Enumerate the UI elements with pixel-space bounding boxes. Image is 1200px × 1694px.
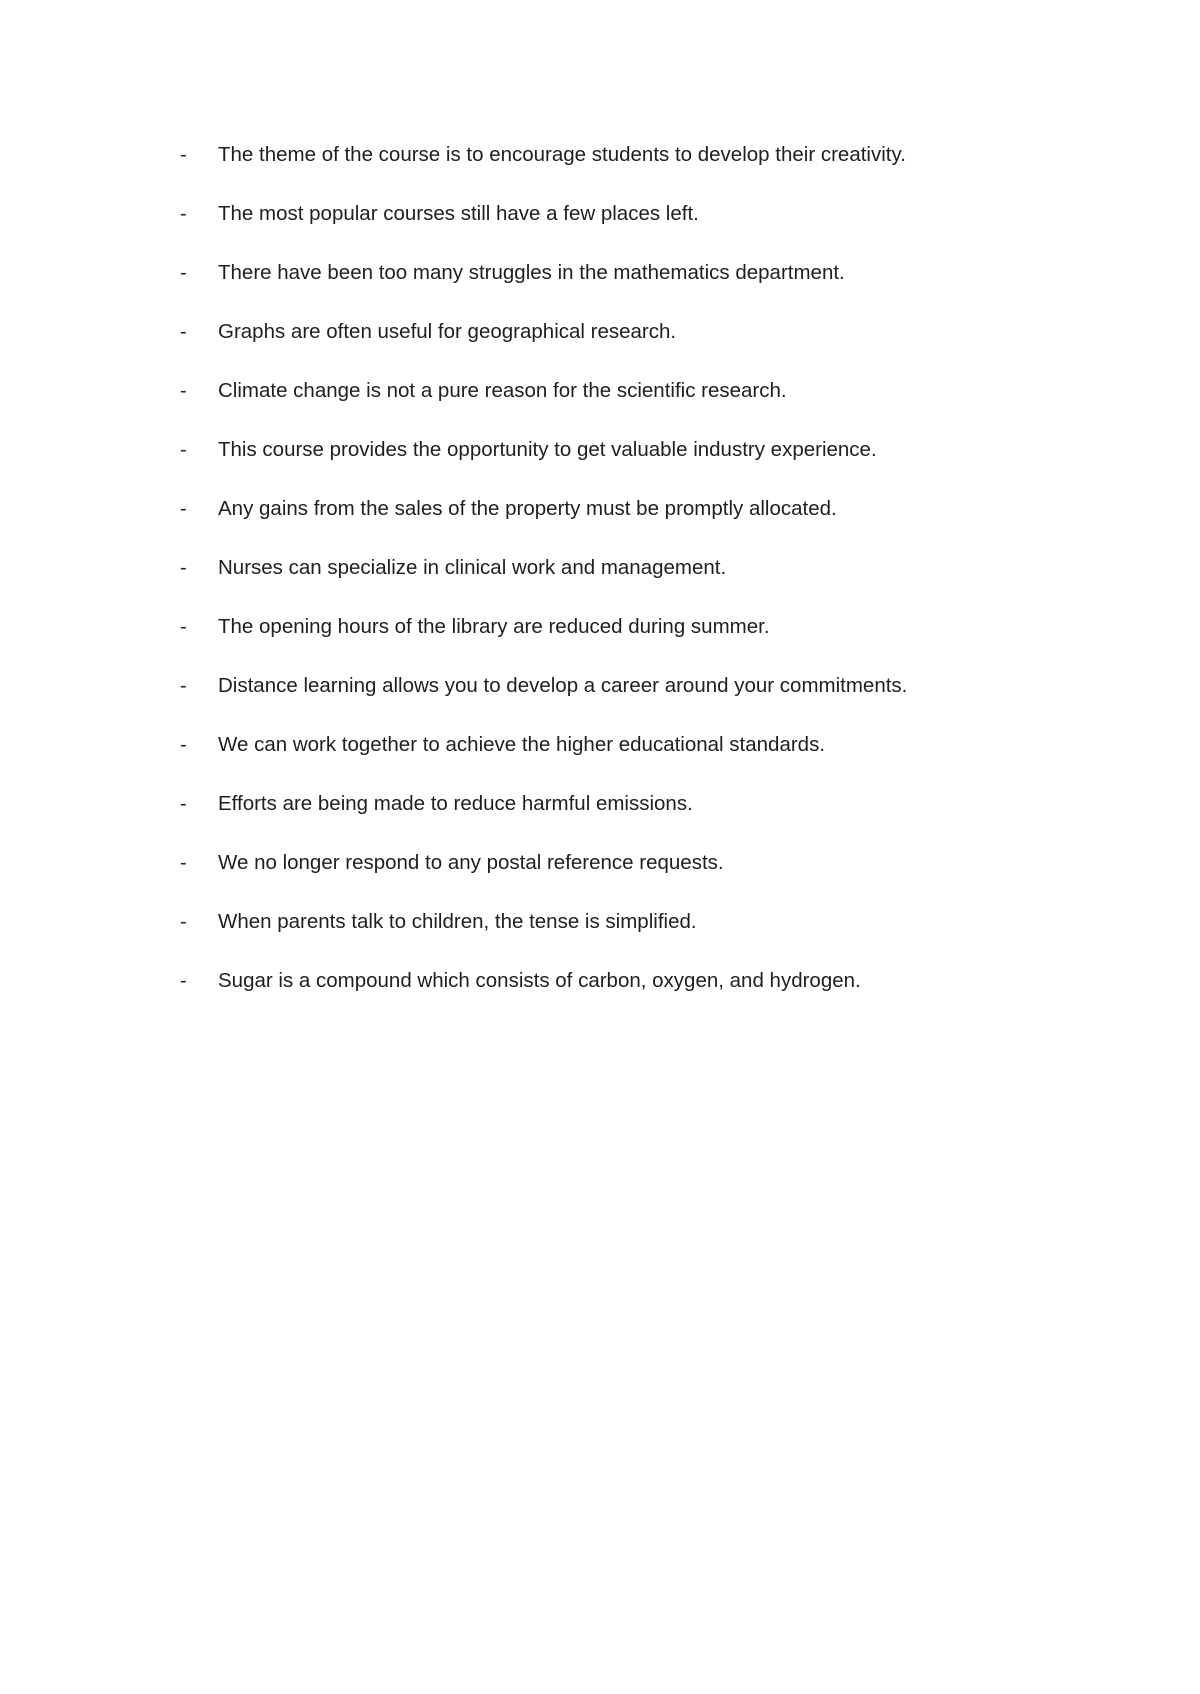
sentence-text: When parents talk to children, the tense is simplified. [218, 910, 697, 933]
sentence-text: There have been too many struggles in the mathematics department. [218, 261, 845, 284]
bullet-dash: - [180, 557, 187, 579]
sentence-text: Graphs are often useful for geographical research. [218, 320, 677, 343]
sentence-text: This course provides the opportunity to get valuable industry experience. [218, 438, 877, 461]
sentence-text: Climate change is not a pure reason for the scientific research. [218, 379, 787, 402]
sentence-text: The most popular courses still have a few places left. [218, 202, 699, 225]
list-item [180, 497, 1080, 556]
sentence-text: Any gains from the sales of the property must be promptly allocated. [218, 497, 837, 520]
sentence-list [180, 143, 1080, 1028]
list-item [180, 202, 1080, 261]
bullet-dash: - [180, 439, 187, 461]
bullet-dash: - [180, 321, 187, 343]
bullet-dash: - [180, 911, 187, 933]
sentence-text: We no longer respond to any postal reference requests. [218, 851, 724, 874]
bullet-dash: - [180, 970, 187, 992]
list-item [180, 674, 1080, 733]
list-item [180, 969, 1080, 1028]
sentence-text: Distance learning allows you to develop a career around your commitments. [218, 674, 908, 697]
list-item [180, 261, 1080, 320]
list-item [180, 615, 1080, 674]
list-item [180, 379, 1080, 438]
list-item [180, 733, 1080, 792]
bullet-dash: - [180, 380, 187, 402]
sentence-text: Sugar is a compound which consists of carbon, oxygen, and hydrogen. [218, 969, 861, 992]
sentence-text: Efforts are being made to reduce harmful emissions. [218, 792, 693, 815]
sentence-text: The theme of the course is to encourage students to develop their creativity. [218, 143, 906, 166]
bullet-dash: - [180, 852, 187, 874]
bullet-dash: - [180, 498, 187, 520]
bullet-dash: - [180, 262, 187, 284]
bullet-dash: - [180, 734, 187, 756]
list-item [180, 851, 1080, 910]
bullet-dash: - [180, 675, 187, 697]
list-item [180, 143, 1080, 202]
bullet-dash: - [180, 144, 187, 166]
sentence-text: The opening hours of the library are reduced during summer. [218, 615, 770, 638]
sentence-text: Nurses can specialize in clinical work and management. [218, 556, 727, 579]
sentence-text: We can work together to achieve the higher educational standards. [218, 733, 826, 756]
list-item [180, 438, 1080, 497]
list-item [180, 556, 1080, 615]
list-item [180, 910, 1080, 969]
bullet-dash: - [180, 793, 187, 815]
bullet-dash: - [180, 616, 187, 638]
bullet-dash: - [180, 203, 187, 225]
list-item [180, 792, 1080, 851]
list-item [180, 320, 1080, 379]
